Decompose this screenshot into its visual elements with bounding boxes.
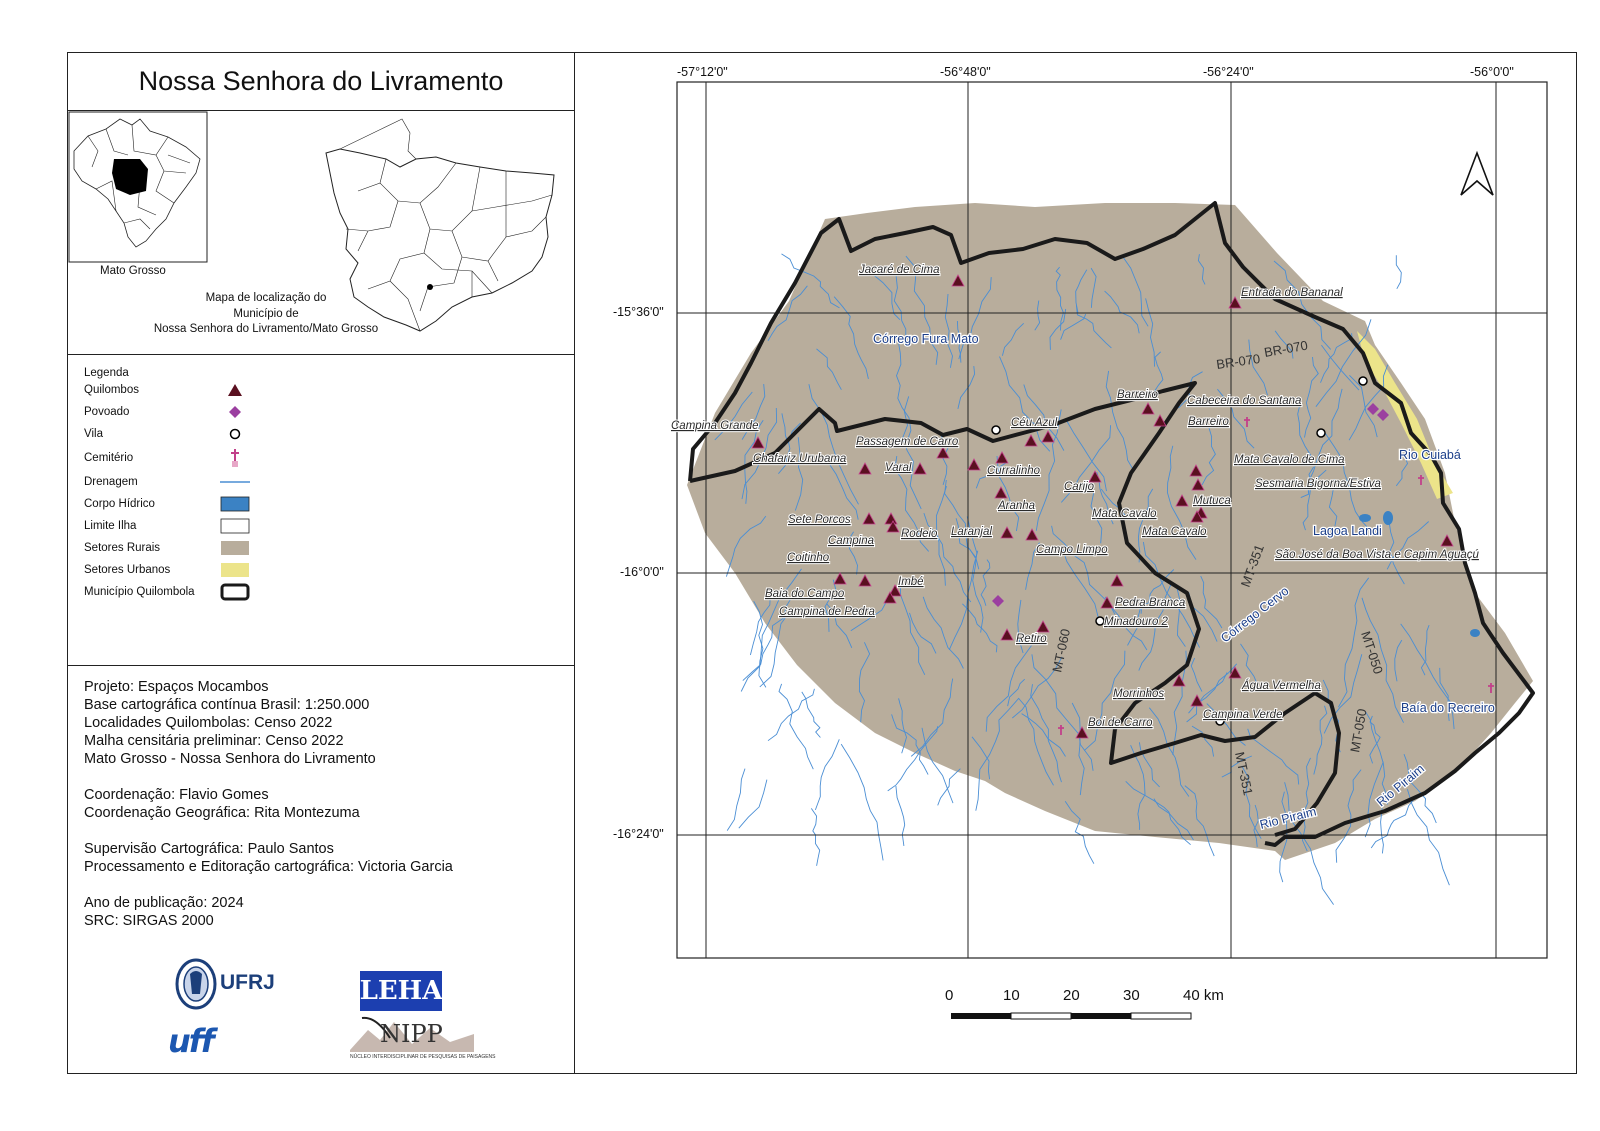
legend-item-povoado xyxy=(84,401,284,423)
legend-label: Quilombos xyxy=(84,384,139,396)
credits xyxy=(68,666,574,1073)
nipp-subtitle: NÚCLEO INTERDISCIPLINAR DE PESQUISAS DE PAISAGENS xyxy=(350,1054,496,1060)
water-label: Córrego Fura Mato xyxy=(873,332,979,346)
road-label: MT-060 xyxy=(1049,627,1074,674)
place-label: Imbé xyxy=(898,576,924,588)
water-body xyxy=(1383,511,1393,525)
place-label: Aranha xyxy=(998,500,1036,512)
legend-item-setores-urbanos xyxy=(84,559,284,581)
legend-item-cemiterio xyxy=(84,447,284,469)
water-label: Rio Piraim xyxy=(1373,761,1428,810)
road-label: MT-050 xyxy=(1347,707,1370,754)
location-dot xyxy=(427,284,433,290)
road-label: BR-070 xyxy=(1215,350,1262,372)
credit-line: Malha censitária preliminar: Censo 2022 xyxy=(84,733,344,749)
scale-label: 10 xyxy=(1003,987,1020,1004)
place-label: Coitinho xyxy=(787,552,830,564)
lat-label: -15°36'0" xyxy=(613,305,664,319)
place-label: Mata Cavalo xyxy=(1092,508,1157,520)
lon-label: -56°48'0" xyxy=(940,65,991,79)
place-label: Minadouro 2 xyxy=(1104,616,1168,628)
nipp-logo-text: NIPP xyxy=(380,1020,443,1048)
lon-label: -56°0'0" xyxy=(1470,65,1514,79)
credit-line: SRC: SIRGAS 2000 xyxy=(84,913,214,929)
place-label: Carijo xyxy=(1064,481,1095,493)
place-label: Baia do Campo xyxy=(765,588,845,600)
place-label: Mutuca xyxy=(1193,495,1231,507)
place-label: Campina Verde xyxy=(1203,709,1283,721)
credit-line: Processamento e Editoração cartográfica: Victoria Garcia xyxy=(84,859,453,875)
vila-circle-icon xyxy=(1317,429,1325,437)
ufrj-logo xyxy=(174,958,284,1010)
credit-line: Mato Grosso - Nossa Senhora do Livramento xyxy=(84,751,376,767)
place-label: Campo Limpo xyxy=(1036,544,1108,556)
legend-label: Município Quilombola xyxy=(84,586,195,598)
place-label: Campina xyxy=(828,535,875,547)
road-label: MT-050 xyxy=(1358,629,1387,676)
lat-label: -16°0'0" xyxy=(620,565,664,579)
credit-line: Base cartográfica contínua Brasil: 1:250.000 xyxy=(84,697,370,713)
water-label: Rio Cuiabá xyxy=(1399,448,1461,462)
place-label: Cabeceira do Santana xyxy=(1187,395,1302,407)
place-label: Sesmaria Bigorna/Estiva xyxy=(1255,478,1381,490)
water-label: Lagoa Landi xyxy=(1313,524,1382,538)
scale-label: 30 xyxy=(1123,987,1140,1004)
credit-line: Ano de publicação: 2024 xyxy=(84,895,244,911)
water-body xyxy=(1359,514,1371,522)
legend-label: Limite Ilha xyxy=(84,520,137,532)
inset-label: Mato Grosso xyxy=(100,265,166,277)
leha-logo: LEHA xyxy=(360,971,442,1011)
place-label: Água Vermelha xyxy=(1242,680,1321,692)
credit-line: Coordenação Geográfica: Rita Montezuma xyxy=(84,805,360,821)
place-label: Campina de Pedra xyxy=(779,606,875,618)
place-label: Sete Porcos xyxy=(788,514,851,526)
locator-section xyxy=(68,111,574,355)
place-label: São José da Boa Vista e Capim Aguaçú xyxy=(1275,549,1479,561)
line-icon xyxy=(220,473,250,491)
lat-label: -16°24'0" xyxy=(613,827,664,841)
scale-label: 40 km xyxy=(1183,987,1224,1004)
lon-label: -56°24'0" xyxy=(1203,65,1254,79)
place-label: Varal xyxy=(885,462,912,474)
scale-bar xyxy=(951,1013,1191,1019)
legend-label: Setores Urbanos xyxy=(84,564,171,576)
map-title: Nossa Senhora do Livramento xyxy=(68,53,574,111)
legend-label: Vila xyxy=(84,428,103,440)
legend-item-corpo-hidrico xyxy=(84,493,284,515)
map-panel xyxy=(575,52,1577,1074)
info-panel xyxy=(67,52,575,1074)
cross-icon xyxy=(220,449,250,467)
legend xyxy=(68,355,574,666)
place-label: Retiro xyxy=(1016,633,1047,645)
legend-item-limite-ilha xyxy=(84,515,284,537)
vila-circle-icon xyxy=(992,426,1000,434)
road-label: MT-351 xyxy=(1232,750,1256,797)
circle-icon xyxy=(220,425,250,443)
fill-icon xyxy=(220,495,250,513)
credits-text xyxy=(84,678,453,930)
vila-circle-icon xyxy=(1096,617,1104,625)
map-canvas xyxy=(575,53,1575,1073)
credit-line: Projeto: Espaços Mocambos xyxy=(84,679,269,695)
place-label: Boi de Carro xyxy=(1088,717,1153,729)
ufrj-logo-text: UFRJ xyxy=(220,971,275,994)
credit-line: Localidades Quilombolas: Censo 2022 xyxy=(84,715,333,731)
scale-label: 20 xyxy=(1063,987,1080,1004)
ufrj-emblem-icon xyxy=(174,958,218,1010)
diamond-icon xyxy=(220,403,250,421)
legend-title: Legenda xyxy=(84,367,129,379)
road-label: BR-070 xyxy=(1262,337,1309,360)
water-label: Baía do Recreiro xyxy=(1401,701,1495,715)
legend-item-vila xyxy=(84,423,284,445)
legend-item-drenagem xyxy=(84,471,284,493)
place-label: Rodeio xyxy=(901,528,938,540)
scale-label: 0 xyxy=(945,987,954,1004)
place-label: Passagem de Carro xyxy=(856,436,959,448)
uff-logo: uff xyxy=(168,1022,213,1060)
lon-label: -57°12'0" xyxy=(677,65,728,79)
fill-icon xyxy=(220,517,250,535)
water-body xyxy=(1470,629,1480,637)
place-label: Barreiro xyxy=(1117,389,1158,401)
fill-icon xyxy=(220,561,250,579)
legend-label: Cemitério xyxy=(84,452,134,464)
road-label: MT-351 xyxy=(1237,542,1267,590)
vila-circle-icon xyxy=(1359,377,1367,385)
place-label: Chafariz Urubama xyxy=(753,453,847,465)
legend-item-municipio-quilombola xyxy=(84,581,284,603)
legend-label: Povoado xyxy=(84,406,130,418)
legend-label: Corpo Hídrico xyxy=(84,498,155,510)
caption-line-3: Nossa Senhora do Livramento/Mato Grosso xyxy=(153,323,379,335)
water-label: Rio Piraim xyxy=(1258,804,1318,832)
water-label: Córrego Cervo xyxy=(1218,583,1292,646)
caption-line-2: Município de xyxy=(233,308,299,320)
fill-icon xyxy=(220,539,250,557)
place-label: Campina Grande xyxy=(671,420,759,432)
place-label: Céu Azul xyxy=(1011,417,1058,429)
place-label: Morrinhos xyxy=(1113,688,1165,700)
place-label: Entrada do Bananal xyxy=(1241,287,1343,299)
place-label: Mata Cavalo de Cima xyxy=(1234,454,1345,466)
place-label: Barreiro xyxy=(1188,416,1229,428)
place-label: Curralinho xyxy=(987,465,1041,477)
place-label: Mata Cavalo xyxy=(1142,526,1207,538)
nipp-logo xyxy=(350,1016,496,1066)
legend-item-quilombos xyxy=(84,379,284,401)
place-label: Jacaré de Cima xyxy=(859,264,940,276)
place-label: Laranjal xyxy=(951,526,992,538)
legend-item-setores-rurais xyxy=(84,537,284,559)
place-label: Pedra Branca xyxy=(1115,597,1186,609)
legend-label: Setores Rurais xyxy=(84,542,161,554)
outline-icon xyxy=(220,583,250,601)
credit-line: Coordenação: Flavio Gomes xyxy=(84,787,269,803)
credit-line: Supervisão Cartográfica: Paulo Santos xyxy=(84,841,334,857)
triangle-icon xyxy=(220,381,250,399)
legend-label: Drenagem xyxy=(84,476,138,488)
caption-line-1: Mapa de localização do xyxy=(205,292,327,304)
